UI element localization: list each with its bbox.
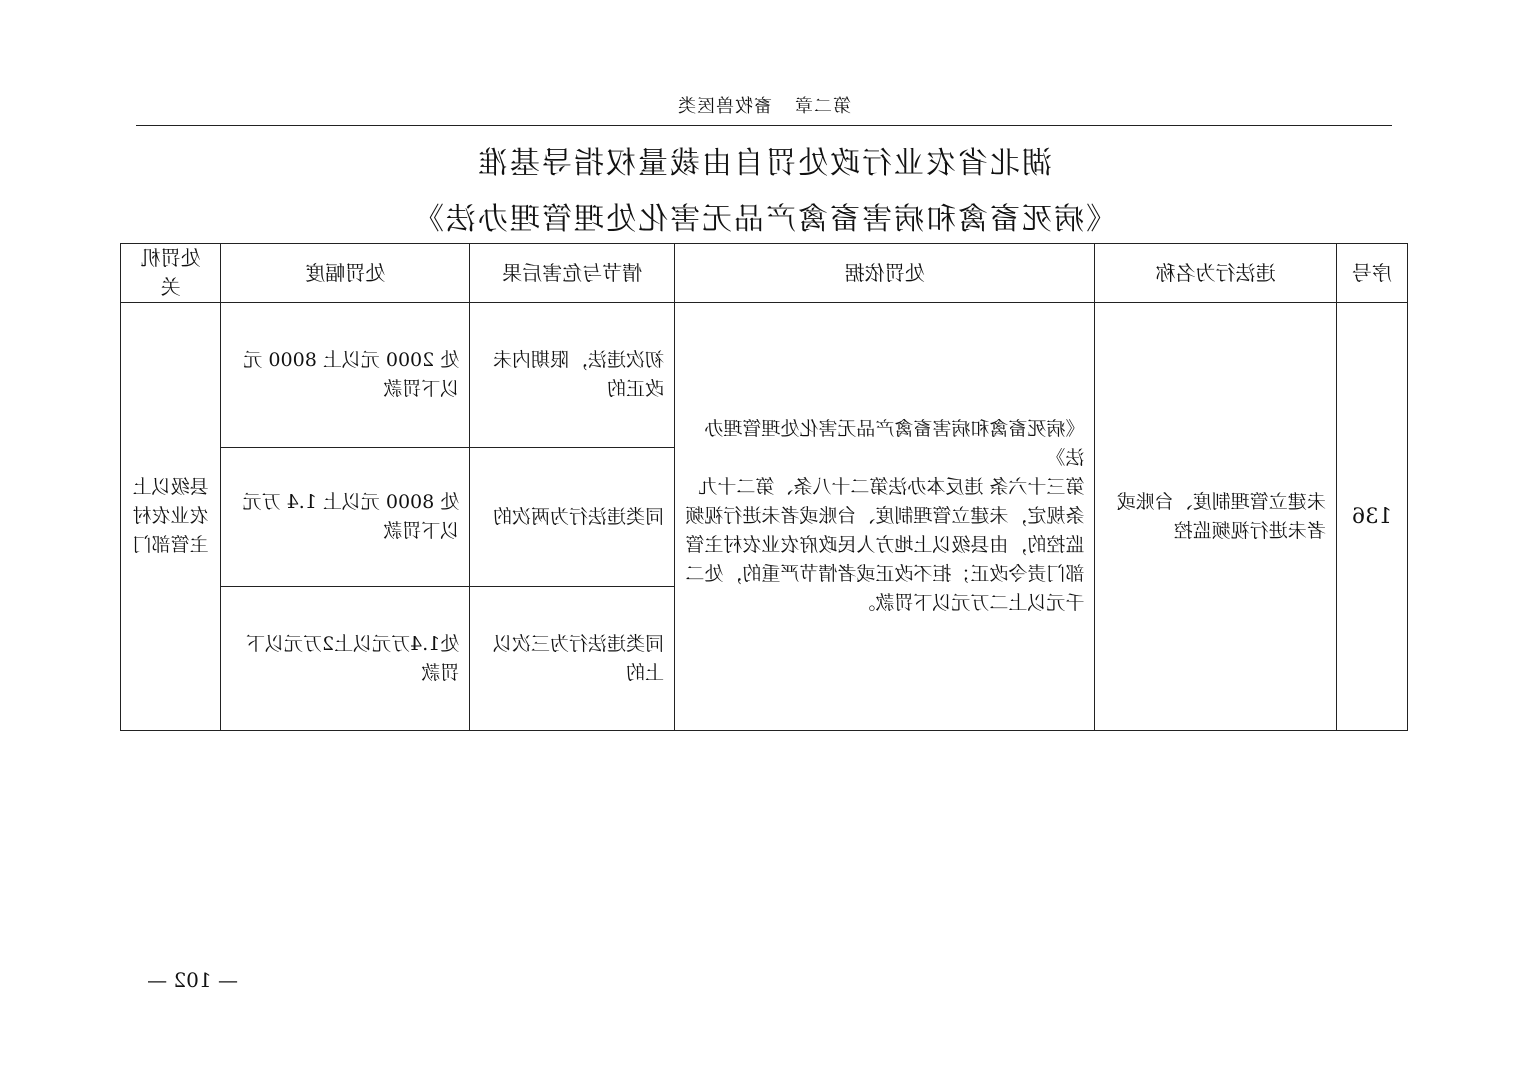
cell-basis [674,303,1094,731]
table-header-row [121,244,1408,303]
cell-seq: 136 [1336,303,1407,731]
header-seq: 序号 [1336,244,1407,303]
header-violation-name: 违法行为名称 [1095,244,1336,303]
header-basis: 处罚依据 [674,244,1094,303]
cell-range: 处1.4万元以上2万元以下罚款 [221,587,470,731]
page-title: 湖北省农业行政处罚自由裁量权指导基准 [476,146,1052,181]
cell-range: 处 8000 元以上 1.4 万元以下罚款 [221,448,470,587]
header-range: 处罚幅度 [221,244,470,303]
basis-law-title: 《病死畜禽和病害畜禽产品无害化处理管理办法》 [704,418,1085,469]
table-row [121,303,1408,448]
page-subtitle: 《病死畜禽和病害畜禽产品无害化处理管理办法》 [412,202,1116,237]
header-severity: 情节与危害后果 [470,244,675,303]
header-rule [136,125,1392,126]
basis-law-text: 第三十六条 违反本办法第二十八条、第二十九条规定，未建立管理制度、台账或者未进行视频监控的，由县级以上地方人民政府农业农村主管部门责令改正；拒不改正或者情节严重的，处二千元以上二万元以下罚款。 [685,476,1085,614]
cell-severity: 同类违法行为两次的 [470,448,675,587]
running-header [0,92,1528,118]
cell-severity: 初次违法，限期内未改正的 [470,303,675,448]
cell-severity: 同类违法行为三次以上的 [470,587,675,731]
chapter-label: 第二章 [794,96,851,117]
category-label: 畜牧兽医类 [677,96,772,117]
header-authority: 处罚机关 [121,244,221,303]
penalty-table [120,243,1408,731]
cell-authority: 县级以上农业农村主管部门 [121,303,221,731]
cell-range: 处 2000 元以上 8000 元以下罚款 [221,303,470,448]
page-number: — 102 — [147,968,238,992]
cell-violation-name: 未建立管理制度、台账或者未进行视频监控 [1095,303,1336,731]
